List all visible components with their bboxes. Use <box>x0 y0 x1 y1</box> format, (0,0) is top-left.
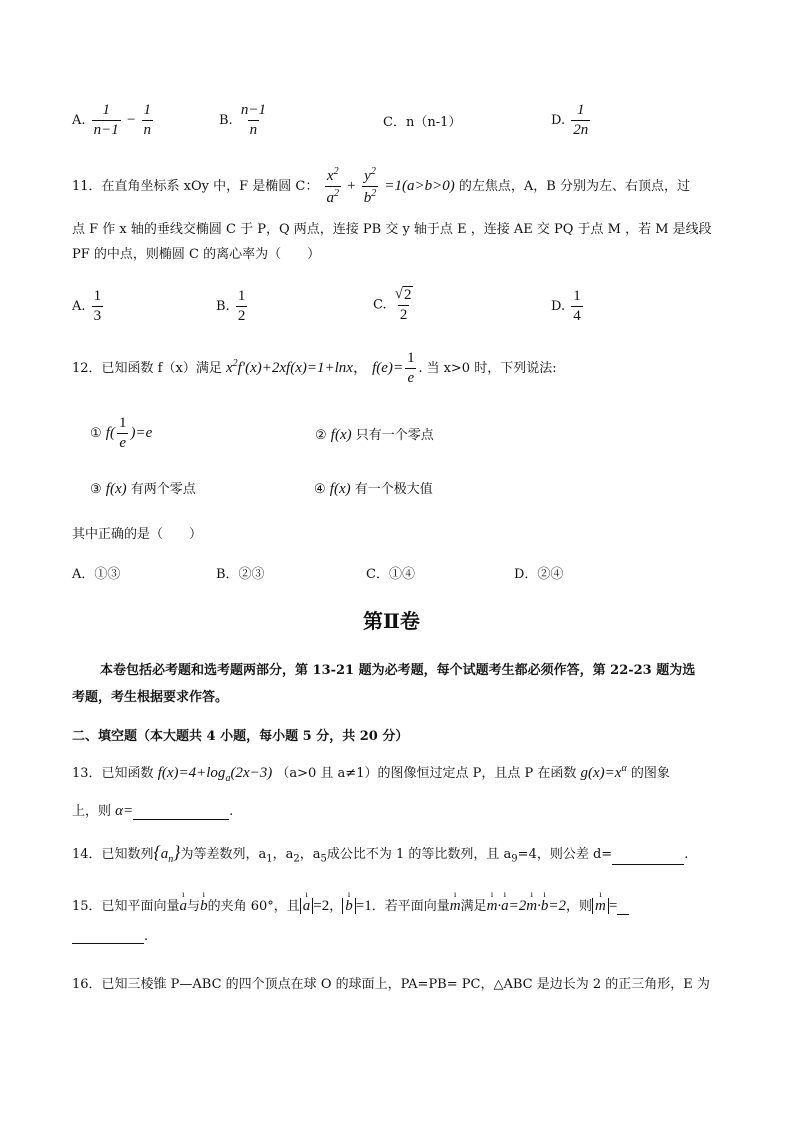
q14-text: ，a <box>299 847 321 862</box>
q15-text: 15．已知平面向量 <box>72 899 180 914</box>
vector-a: ı a <box>180 898 188 915</box>
q10-option-b <box>219 102 270 139</box>
q14-text: 14．已知数列 <box>72 847 154 862</box>
q15-text: ．若平面向量 <box>371 899 450 914</box>
fraction: $\frac{1}{e}$ <box>118 415 127 451</box>
fraction: $\frac{1}{e}$ <box>407 350 415 386</box>
fraction-den: 3 <box>93 308 102 324</box>
q12-statement-4: ④ f(x) 有一个极大值 <box>314 481 433 497</box>
q15-text: 与 <box>187 899 201 914</box>
q11-line3: PF 的中点，则椭圆 C 的离心率为（ ） <box>72 247 321 262</box>
q13-text: （a>0 且 a≠1）的图像恒过定点 P，且点 P 在函数 <box>276 766 577 781</box>
q12-statement-3: ③ f(x) 有两个零点 <box>90 481 196 497</box>
q12-statement-2: ② f(x) 只有一个零点 <box>315 427 434 443</box>
statement-text: 只有一个零点 <box>355 428 434 443</box>
q10-option-d <box>551 102 592 139</box>
answer-blank[interactable] <box>133 819 229 820</box>
q11-line2: 点 F 作 x 轴的垂线交椭圆 C 于 P，Q 两点，连接 PB 交 y 轴于点 E ，连接 AE 交 PQ 于点 M ，若 M 是线段 <box>72 222 712 237</box>
q12-option-b: B．②③ <box>216 567 265 582</box>
q12-question: 其中正确的是（ ） <box>72 527 203 542</box>
q14-text: 为等差数列，a <box>180 847 267 862</box>
q15-text: 满足 <box>460 899 487 914</box>
option-label: B. <box>219 113 233 128</box>
statement-prefix: ④ <box>314 482 326 497</box>
q15-text: ，则 <box>566 899 593 914</box>
section-title: 第Ⅱ卷 <box>363 609 420 633</box>
q15-text: 的夹角 60°，且 <box>207 899 300 914</box>
vector-m: ı m <box>450 898 461 915</box>
answer-blank[interactable] <box>612 864 684 865</box>
sqrt: √ 2 <box>394 286 412 303</box>
q16-line1: 16．已知三棱锥 P—ABC 的四个顶点在球 O 的球面上，PA=PB= PC，△ABC 是边长为 2 的正三角形，E 为 <box>72 977 710 992</box>
fraction <box>236 288 248 325</box>
statement-prefix: ③ <box>90 482 102 497</box>
q14-text: 成公比不为 1 的等比数列，且 a <box>326 847 512 862</box>
fraction-num: 1 <box>573 288 581 304</box>
q12-option-a: A．①③ <box>72 567 121 582</box>
fraction-den: 2 <box>399 307 408 323</box>
answer-blank[interactable] <box>617 914 629 915</box>
q11-option-c <box>373 286 417 324</box>
q15-line1: 15．已知平面向量ı a与ı b的夹角 60°，且ı a =2，ı b =1．若平面向量ı m满足ı m·ı a=2ı m·ı b=2，则ı m = <box>72 895 629 915</box>
fraction: $\frac{1}{n-1}$ <box>93 102 119 138</box>
statement-text: 有两个零点 <box>130 482 196 497</box>
vector-b: ı b <box>200 898 208 915</box>
fraction: $\frac{y^2}{b^2}$ <box>363 166 377 206</box>
q13-text: . <box>229 804 234 819</box>
q15-text: ， <box>329 899 343 914</box>
q11-text: 的左焦点，A，B 分别为左、右顶点，过 <box>458 179 690 194</box>
q11-option-d <box>551 288 585 325</box>
q11-text: 11．在直角坐标系 xOy 中，F 是椭圆 C： <box>72 179 319 194</box>
fraction-den: 2n <box>573 122 589 138</box>
fraction-num: n−1 <box>240 102 266 118</box>
q15-text: . <box>144 929 149 944</box>
fraction-den: 2 <box>237 308 246 324</box>
section-heading: 二、填空题（本大题共 4 小题，每小题 5 分，共 20 分） <box>72 729 409 744</box>
fraction-num: 1 <box>93 288 102 304</box>
q12-option-c: C．①④ <box>366 567 415 582</box>
q12-option-d: D．②④ <box>514 567 564 582</box>
q12-text: 当 x>0 时，下列说法: <box>426 361 557 376</box>
fraction <box>571 288 583 325</box>
fraction: $\frac{1}{n}$ <box>143 102 152 138</box>
q14-text: . <box>684 847 689 862</box>
answer-blank[interactable] <box>72 943 144 944</box>
q12-statement-1: ① f( $\frac{1}{e}$ )=e <box>90 415 153 451</box>
fraction <box>571 102 590 139</box>
q11-option-a <box>72 288 105 325</box>
fraction-num: 1 <box>576 102 585 118</box>
q12-intro: 12．已知函数 f（x）满足 $x^2f'(x)+2xf(x)=1+\ln x$， f(e)= $\frac{1}{e}$ . 当 x>0 时，下列说法: <box>72 350 557 386</box>
q13-line1: 13．已知函数 $f(x)=4+\log_a(2x-3)$ （a>0 且 a≠1）的图像恒过定点 P，且点 P 在函数 $g(x)=x^\alpha$ 的图象 <box>72 763 670 784</box>
q11-line1: 11．在直角坐标系 xOy 中，F 是椭圆 C： $\frac{x^2}{a^2}$ + $\frac{y^2}{b^2}$ =1(a>b>0) 的左焦点，A，B 分别为左、右顶点，过 <box>72 166 690 206</box>
q13-text: 的图象 <box>630 766 670 781</box>
q10-option-a: A. $\frac{1}{n-1}$ − $\frac{1}{n}$ <box>72 102 152 138</box>
fraction <box>92 288 104 325</box>
option-label: D. <box>551 113 566 128</box>
fraction-den: 4 <box>573 308 581 324</box>
q12-text: 12．已知函数 f（x）满足 <box>72 361 222 376</box>
q13-line2: 上，则 α= . <box>72 803 234 819</box>
section-note-line2: 考题，考生根据要求作答。 <box>72 690 229 705</box>
option-label: A. <box>72 113 86 128</box>
statement-text: 有一个极大值 <box>354 482 433 497</box>
q15-line2 <box>72 929 148 944</box>
q14-text: ，a <box>272 847 294 862</box>
q13-text: 上，则 <box>72 804 112 819</box>
statement-prefix: ① <box>90 426 102 441</box>
q11-option-b <box>216 288 249 325</box>
fraction: $\frac{x^2}{a^2}$ <box>326 166 340 206</box>
q10-option-c: C．n（n-1） <box>383 115 462 130</box>
q14-text: =4，则公差 d= <box>517 847 613 862</box>
section-note-line1: 本卷包括必考题和选考题两部分，第 13-21 题为必考题，每个试题考生都必须作答，第 22-23 题为选 <box>100 663 696 678</box>
fraction <box>393 286 415 324</box>
q13-text: 13．已知函数 <box>72 766 154 781</box>
fraction-num: 1 <box>237 288 246 304</box>
option-label: B. <box>216 299 230 314</box>
option-label: A. <box>72 299 86 314</box>
option-label: C. <box>373 297 387 313</box>
fraction <box>239 102 268 139</box>
q14-line: 14．已知数列$\{a_n\}$为等差数列，$a_1$，$a_2$，$a_5$成公比不为 1 的等比数列，且 $a_9=4$，则公差 d= . <box>72 842 689 865</box>
option-label: D. <box>551 299 566 314</box>
radicand: 2 <box>404 287 412 303</box>
statement-prefix: ② <box>315 428 327 443</box>
fraction-den: n <box>249 122 258 138</box>
